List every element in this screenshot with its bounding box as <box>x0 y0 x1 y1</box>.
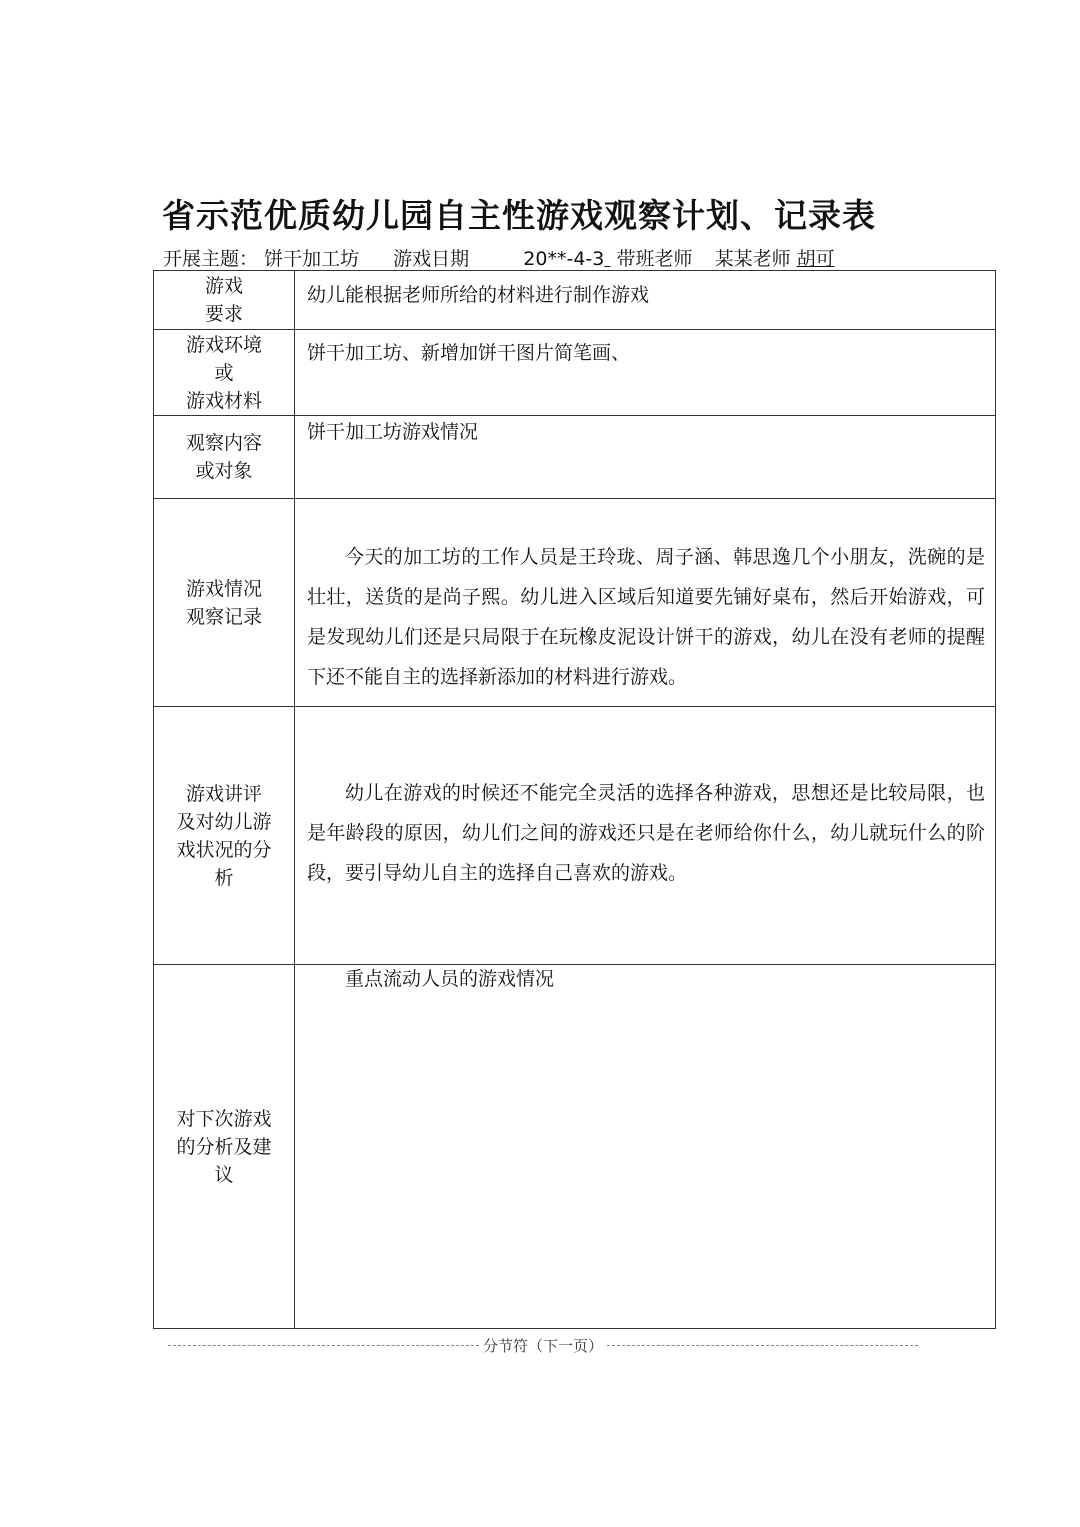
row-label-observation-record <box>154 499 295 707</box>
table-row <box>154 965 996 1329</box>
row-label-text: 游戏环境 或 游戏材料 <box>185 333 262 412</box>
observation-table <box>153 270 996 1329</box>
table-row <box>154 271 996 330</box>
row-value-requirement <box>295 271 996 330</box>
theme-value: 饼干加工坊 <box>264 248 360 270</box>
document-title: 省示范优质幼儿园自主性游戏观察计划、记录表 <box>162 196 876 235</box>
date-value-underline <box>489 248 610 270</box>
row-value-review-analysis <box>295 707 996 965</box>
row-value-observation-target <box>295 416 996 499</box>
row-label-observation-target <box>154 416 295 499</box>
theme-label: 开展主题： <box>163 248 259 270</box>
meta-line <box>163 244 835 271</box>
section-break-label: 分节符（下一页） <box>483 1337 604 1355</box>
row-value-text: 今天的加工坊的工作人员是王玲珑、周子涵、韩思逸几个小朋友，洗碗的是壮壮，送货的是尚子熙。幼儿进入区域后知道要先铺好桌布，然后开始游戏，可是发现幼儿们还是只局限于在玩橡皮泥设计饼干的游戏，幼儿在没有老师的提醒下还不能自主的选择新添加的材料进行游戏。 <box>307 546 985 688</box>
row-label-text: 游戏情况 观察记录 <box>185 577 262 628</box>
row-label-text: 游戏 要求 <box>204 275 243 325</box>
row-value-text: 幼儿在游戏的时候还不能完全灵活的选择各种游戏，思想还是比较局限，也是年龄段的原因，幼儿们之间的游戏还只是在老师给你什么，幼儿就玩什么的阶段，要引导幼儿自主的选择自己喜欢的游戏。 <box>307 782 985 884</box>
table-row <box>154 416 996 499</box>
row-value-text: 饼干加工坊、新增加饼干图片简笔画、 <box>307 342 631 364</box>
row-value-text: 幼儿能根据老师所给的材料进行制作游戏 <box>307 284 650 306</box>
row-label-environment <box>154 330 295 416</box>
teacher-label: 带班老师 <box>616 248 693 270</box>
teacher-value: 某某老师 <box>714 248 791 270</box>
table-row <box>154 707 996 965</box>
row-label-review-analysis <box>154 707 295 965</box>
row-label-text: 对下次游戏 的分析及建 议 <box>176 1107 272 1186</box>
row-value-next-suggestions <box>295 965 996 1329</box>
row-value-text: 饼干加工坊游戏情况 <box>307 421 479 443</box>
section-break-line-left <box>168 1345 479 1346</box>
date-value: 20**-4-3 <box>523 248 605 270</box>
row-label-text: 观察内容 或对象 <box>185 432 262 482</box>
table-row <box>154 330 996 416</box>
row-label-requirement <box>154 271 295 330</box>
row-value-text: 重点流动人员的游戏情况 <box>345 968 555 990</box>
row-label-text: 游戏讲评 及对幼儿游 戏状况的分 析 <box>176 782 272 889</box>
section-break-line-right <box>607 1345 918 1346</box>
row-label-next-suggestions <box>154 965 295 1329</box>
row-value-observation-record <box>295 499 996 707</box>
date-label: 游戏日期 <box>393 248 470 270</box>
table-row <box>154 499 996 707</box>
row-value-environment <box>295 330 996 416</box>
section-break <box>168 1335 918 1356</box>
teacher-name: 胡可 <box>796 248 835 270</box>
